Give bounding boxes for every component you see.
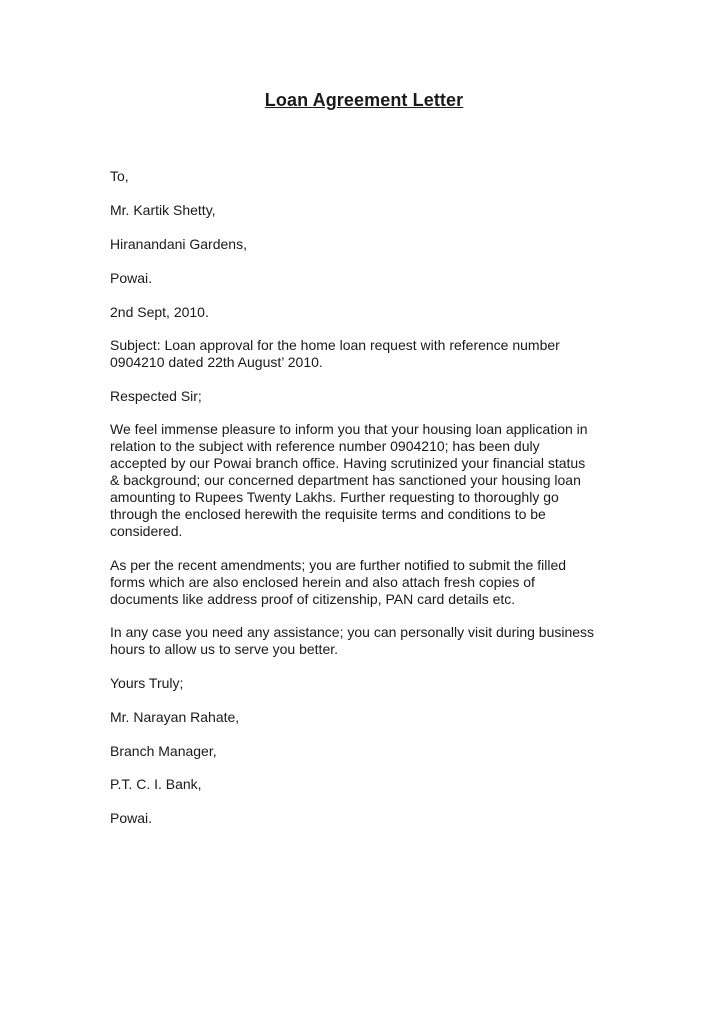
paragraph-line: forms which are also enclosed herein and also attach fresh copies of	[110, 574, 535, 590]
greeting: Respected Sir;	[110, 388, 202, 404]
signatory-name: Mr. Narayan Rahate,	[110, 709, 240, 725]
paragraph-line: In any case you need any assistance; you can personally visit during business	[110, 624, 595, 640]
subject-line: Subject: Loan approval for the home loan request with reference number	[110, 337, 560, 353]
paragraph-line: & background; our concerned department has sanctioned your housing loan	[110, 472, 581, 488]
recipient-name: Mr. Kartik Shetty,	[110, 202, 216, 218]
letter-title: Loan Agreement Letter	[264, 90, 464, 110]
paragraph-3	[110, 624, 630, 658]
paragraph-line: As per the recent amendments; you are further notified to submit the filled	[110, 557, 567, 573]
paragraph-line: documents like address proof of citizenship, PAN card details etc.	[110, 591, 516, 607]
paragraph-1	[110, 421, 630, 540]
signatory-location: Powai.	[110, 810, 153, 826]
paragraph-line: considered.	[110, 523, 183, 539]
to-line: To,	[110, 168, 129, 184]
subject-line: 0904210 dated 22th August’ 2010.	[110, 354, 323, 370]
closing: Yours Truly;	[110, 675, 184, 691]
paragraph-line: hours to allow us to serve you better.	[110, 641, 339, 657]
letter-date: 2nd Sept, 2010.	[110, 304, 209, 320]
paragraph-line: through the enclosed herewith the requisite terms and conditions to be	[110, 506, 546, 522]
paragraph-line: We feel immense pleasure to inform you that your housing loan application in	[110, 421, 588, 437]
paragraph-line: accepted by our Powai branch office. Having scrutinized your financial status	[110, 455, 586, 471]
paragraph-line: amounting to Rupees Twenty Lakhs. Further requesting to thoroughly go	[110, 489, 559, 505]
paragraph-line: relation to the subject with reference number 0904210; has been duly	[110, 438, 540, 454]
recipient-address-line1: Hiranandani Gardens,	[110, 236, 247, 252]
recipient-address-line2: Powai.	[110, 270, 153, 286]
subject-block	[110, 337, 630, 371]
paragraph-2	[110, 557, 630, 608]
signatory-designation: Branch Manager,	[110, 743, 217, 759]
signatory-bank: P.T. C. I. Bank,	[110, 776, 202, 792]
